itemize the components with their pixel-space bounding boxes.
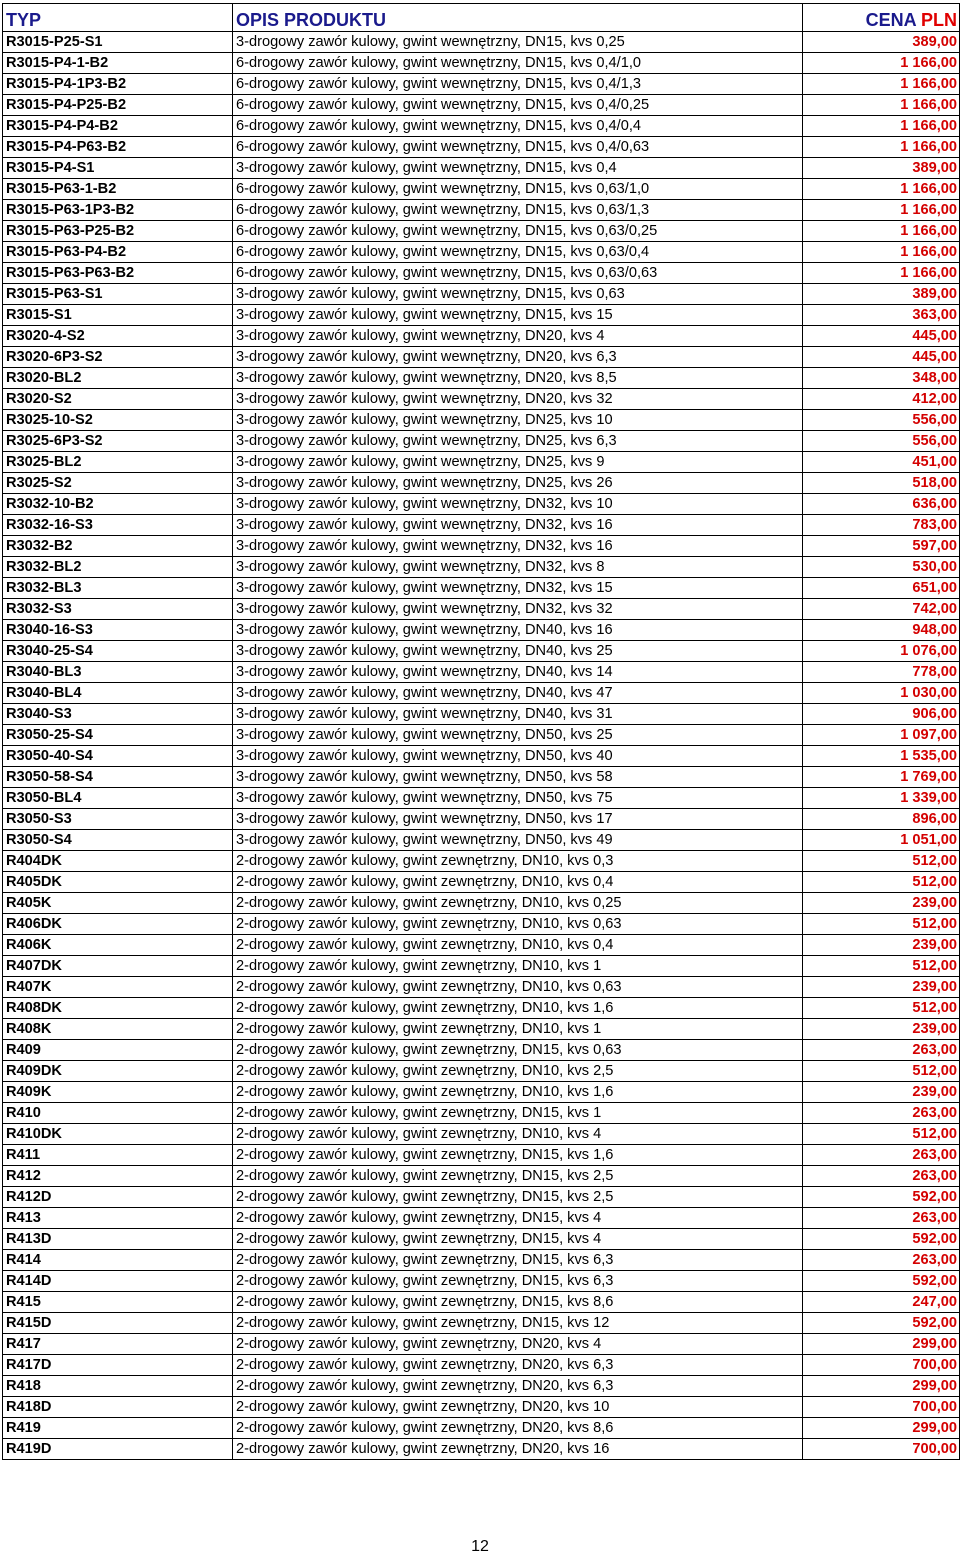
description-cell: 3-drogowy zawór kulowy, gwint wewnętrzny, DN15, kvs 0,63 [233, 284, 803, 305]
product-code-cell: R3032-16-S3 [3, 515, 233, 536]
table-row [3, 1082, 960, 1103]
description-cell: 3-drogowy zawór kulowy, gwint wewnętrzny, DN15, kvs 15 [233, 305, 803, 326]
price-cell: 742,00 [803, 599, 960, 620]
table-row [3, 1376, 960, 1397]
product-code-cell: R414 [3, 1250, 233, 1271]
description-cell: 3-drogowy zawór kulowy, gwint wewnętrzny, DN32, kvs 15 [233, 578, 803, 599]
table-row [3, 704, 960, 725]
product-code-cell: R3050-BL4 [3, 788, 233, 809]
description-cell: 2-drogowy zawór kulowy, gwint zewnętrzny, DN15, kvs 1,6 [233, 1145, 803, 1166]
product-code-cell: R3020-S2 [3, 389, 233, 410]
description-cell: 6-drogowy zawór kulowy, gwint wewnętrzny, DN15, kvs 0,63/0,63 [233, 263, 803, 284]
table-row [3, 305, 960, 326]
price-cell: 1 535,00 [803, 746, 960, 767]
price-table [2, 3, 960, 1460]
product-code-cell: R3040-BL4 [3, 683, 233, 704]
product-code-cell: R3015-P4-1P3-B2 [3, 74, 233, 95]
table-row [3, 1313, 960, 1334]
product-code-cell: R404DK [3, 851, 233, 872]
product-code-cell: R3050-S4 [3, 830, 233, 851]
price-cell: 247,00 [803, 1292, 960, 1313]
price-cell: 1 030,00 [803, 683, 960, 704]
product-code-cell: R405DK [3, 872, 233, 893]
price-cell: 592,00 [803, 1187, 960, 1208]
description-cell: 6-drogowy zawór kulowy, gwint wewnętrzny, DN15, kvs 0,4/0,4 [233, 116, 803, 137]
price-cell: 445,00 [803, 326, 960, 347]
price-cell: 556,00 [803, 410, 960, 431]
price-cell: 512,00 [803, 872, 960, 893]
description-cell: 2-drogowy zawór kulowy, gwint zewnętrzny, DN10, kvs 0,63 [233, 914, 803, 935]
product-code-cell: R3050-40-S4 [3, 746, 233, 767]
product-code-cell: R408DK [3, 998, 233, 1019]
table-row [3, 389, 960, 410]
table-row [3, 1103, 960, 1124]
description-cell: 3-drogowy zawór kulowy, gwint wewnętrzny, DN50, kvs 75 [233, 788, 803, 809]
table-row [3, 137, 960, 158]
price-cell: 778,00 [803, 662, 960, 683]
price-cell: 948,00 [803, 620, 960, 641]
description-cell: 2-drogowy zawór kulowy, gwint zewnętrzny, DN15, kvs 6,3 [233, 1250, 803, 1271]
table-row [3, 872, 960, 893]
table-row [3, 641, 960, 662]
price-cell: 1 166,00 [803, 95, 960, 116]
table-row [3, 410, 960, 431]
table-row [3, 1019, 960, 1040]
price-cell: 363,00 [803, 305, 960, 326]
description-cell: 6-drogowy zawór kulowy, gwint wewnętrzny, DN15, kvs 0,4/1,0 [233, 53, 803, 74]
table-row [3, 578, 960, 599]
description-cell: 2-drogowy zawór kulowy, gwint zewnętrzny, DN15, kvs 4 [233, 1229, 803, 1250]
product-code-cell: R419D [3, 1439, 233, 1460]
price-cell: 263,00 [803, 1208, 960, 1229]
product-code-cell: R3032-10-B2 [3, 494, 233, 515]
description-cell: 2-drogowy zawór kulowy, gwint zewnętrzny, DN10, kvs 0,4 [233, 872, 803, 893]
price-cell: 518,00 [803, 473, 960, 494]
description-cell: 6-drogowy zawór kulowy, gwint wewnętrzny, DN15, kvs 0,4/0,63 [233, 137, 803, 158]
price-cell: 1 166,00 [803, 74, 960, 95]
table-row [3, 956, 960, 977]
description-cell: 2-drogowy zawór kulowy, gwint zewnętrzny, DN10, kvs 0,4 [233, 935, 803, 956]
product-code-cell: R409 [3, 1040, 233, 1061]
product-code-cell: R3040-16-S3 [3, 620, 233, 641]
product-code-cell: R3040-BL3 [3, 662, 233, 683]
header-cena [803, 4, 960, 32]
product-code-cell: R3025-10-S2 [3, 410, 233, 431]
table-row [3, 347, 960, 368]
table-row [3, 998, 960, 1019]
price-cell: 1 166,00 [803, 200, 960, 221]
description-cell: 6-drogowy zawór kulowy, gwint wewnętrzny, DN15, kvs 0,63/1,0 [233, 179, 803, 200]
table-row [3, 1061, 960, 1082]
price-cell: 592,00 [803, 1271, 960, 1292]
price-cell: 299,00 [803, 1418, 960, 1439]
description-cell: 2-drogowy zawór kulowy, gwint zewnętrzny, DN20, kvs 8,6 [233, 1418, 803, 1439]
price-cell: 592,00 [803, 1229, 960, 1250]
price-cell: 700,00 [803, 1397, 960, 1418]
price-cell: 1 166,00 [803, 53, 960, 74]
table-row [3, 1166, 960, 1187]
product-code-cell: R417 [3, 1334, 233, 1355]
table-row [3, 536, 960, 557]
product-code-cell: R408K [3, 1019, 233, 1040]
product-code-cell: R409DK [3, 1061, 233, 1082]
table-row [3, 116, 960, 137]
description-cell: 3-drogowy zawór kulowy, gwint wewnętrzny, DN20, kvs 6,3 [233, 347, 803, 368]
table-row [3, 683, 960, 704]
description-cell: 2-drogowy zawór kulowy, gwint zewnętrzny, DN15, kvs 2,5 [233, 1187, 803, 1208]
product-code-cell: R418D [3, 1397, 233, 1418]
price-cell: 512,00 [803, 1124, 960, 1145]
table-row [3, 221, 960, 242]
price-cell: 512,00 [803, 851, 960, 872]
page-number: 12 [471, 1538, 489, 1555]
description-cell: 2-drogowy zawór kulowy, gwint zewnętrzny, DN15, kvs 4 [233, 1208, 803, 1229]
description-cell: 6-drogowy zawór kulowy, gwint wewnętrzny, DN15, kvs 0,63/0,4 [233, 242, 803, 263]
product-code-cell: R412D [3, 1187, 233, 1208]
table-row [3, 1439, 960, 1460]
description-cell: 2-drogowy zawór kulowy, gwint zewnętrzny, DN20, kvs 6,3 [233, 1355, 803, 1376]
product-code-cell: R415D [3, 1313, 233, 1334]
price-cell: 1 166,00 [803, 137, 960, 158]
price-cell: 1 097,00 [803, 725, 960, 746]
price-cell: 556,00 [803, 431, 960, 452]
header-currency: PLN [921, 10, 957, 30]
description-cell: 3-drogowy zawór kulowy, gwint wewnętrzny, DN15, kvs 0,25 [233, 32, 803, 53]
table-row [3, 158, 960, 179]
product-code-cell: R3015-P63-P63-B2 [3, 263, 233, 284]
description-cell: 3-drogowy zawór kulowy, gwint wewnętrzny, DN32, kvs 10 [233, 494, 803, 515]
product-code-cell: R410DK [3, 1124, 233, 1145]
price-cell: 783,00 [803, 515, 960, 536]
description-cell: 3-drogowy zawór kulowy, gwint wewnętrzny, DN50, kvs 25 [233, 725, 803, 746]
product-code-cell: R3020-6P3-S2 [3, 347, 233, 368]
table-row [3, 1145, 960, 1166]
table-row [3, 473, 960, 494]
price-cell: 263,00 [803, 1166, 960, 1187]
description-cell: 2-drogowy zawór kulowy, gwint zewnętrzny, DN15, kvs 1 [233, 1103, 803, 1124]
price-cell: 389,00 [803, 284, 960, 305]
description-cell: 2-drogowy zawór kulowy, gwint zewnętrzny, DN10, kvs 2,5 [233, 1061, 803, 1082]
product-code-cell: R407DK [3, 956, 233, 977]
description-cell: 2-drogowy zawór kulowy, gwint zewnętrzny, DN10, kvs 1 [233, 956, 803, 977]
product-code-cell: R3015-P4-P4-B2 [3, 116, 233, 137]
price-cell: 1 769,00 [803, 767, 960, 788]
table-row [3, 368, 960, 389]
description-cell: 3-drogowy zawór kulowy, gwint wewnętrzny, DN50, kvs 58 [233, 767, 803, 788]
table-row [3, 1250, 960, 1271]
product-code-cell: R409K [3, 1082, 233, 1103]
product-code-cell: R3015-S1 [3, 305, 233, 326]
product-code-cell: R3025-6P3-S2 [3, 431, 233, 452]
description-cell: 3-drogowy zawór kulowy, gwint wewnętrzny, DN50, kvs 40 [233, 746, 803, 767]
product-code-cell: R410 [3, 1103, 233, 1124]
table-row [3, 1229, 960, 1250]
description-cell: 2-drogowy zawór kulowy, gwint zewnętrzny, DN20, kvs 6,3 [233, 1376, 803, 1397]
description-cell: 3-drogowy zawór kulowy, gwint wewnętrzny, DN25, kvs 10 [233, 410, 803, 431]
table-row [3, 452, 960, 473]
table-row [3, 557, 960, 578]
price-cell: 700,00 [803, 1439, 960, 1460]
price-cell: 445,00 [803, 347, 960, 368]
product-code-cell: R417D [3, 1355, 233, 1376]
table-row [3, 74, 960, 95]
table-row [3, 1124, 960, 1145]
product-code-cell: R3040-S3 [3, 704, 233, 725]
product-code-cell: R3032-B2 [3, 536, 233, 557]
price-cell: 239,00 [803, 1082, 960, 1103]
description-cell: 2-drogowy zawór kulowy, gwint zewnętrzny, DN20, kvs 16 [233, 1439, 803, 1460]
table-row [3, 1271, 960, 1292]
product-code-cell: R413D [3, 1229, 233, 1250]
description-cell: 2-drogowy zawór kulowy, gwint zewnętrzny, DN10, kvs 0,63 [233, 977, 803, 998]
description-cell: 3-drogowy zawór kulowy, gwint wewnętrzny, DN32, kvs 16 [233, 536, 803, 557]
price-cell: 592,00 [803, 1313, 960, 1334]
product-code-cell: R3015-P63-P25-B2 [3, 221, 233, 242]
price-cell: 239,00 [803, 977, 960, 998]
product-code-cell: R3032-S3 [3, 599, 233, 620]
table-row [3, 1334, 960, 1355]
product-code-cell: R418 [3, 1376, 233, 1397]
price-cell: 263,00 [803, 1250, 960, 1271]
price-cell: 1 076,00 [803, 641, 960, 662]
description-cell: 2-drogowy zawór kulowy, gwint zewnętrzny, DN10, kvs 1,6 [233, 1082, 803, 1103]
price-cell: 239,00 [803, 1019, 960, 1040]
price-cell: 651,00 [803, 578, 960, 599]
price-cell: 636,00 [803, 494, 960, 515]
product-code-cell: R3015-P4-1-B2 [3, 53, 233, 74]
header-cena-label: CENA [865, 10, 916, 30]
table-row [3, 263, 960, 284]
price-cell: 1 166,00 [803, 263, 960, 284]
table-row [3, 1187, 960, 1208]
table-row [3, 200, 960, 221]
product-code-cell: R3032-BL2 [3, 557, 233, 578]
table-row [3, 1397, 960, 1418]
product-code-cell: R3015-P4-P63-B2 [3, 137, 233, 158]
table-row [3, 32, 960, 53]
table-row [3, 599, 960, 620]
table-row [3, 725, 960, 746]
description-cell: 3-drogowy zawór kulowy, gwint wewnętrzny, DN40, kvs 25 [233, 641, 803, 662]
price-cell: 239,00 [803, 935, 960, 956]
description-cell: 3-drogowy zawór kulowy, gwint wewnętrzny, DN40, kvs 14 [233, 662, 803, 683]
description-cell: 2-drogowy zawór kulowy, gwint zewnętrzny, DN15, kvs 2,5 [233, 1166, 803, 1187]
product-code-cell: R419 [3, 1418, 233, 1439]
table-row [3, 1292, 960, 1313]
price-cell: 530,00 [803, 557, 960, 578]
description-cell: 2-drogowy zawór kulowy, gwint zewnętrzny, DN10, kvs 0,3 [233, 851, 803, 872]
price-cell: 512,00 [803, 998, 960, 1019]
price-cell: 348,00 [803, 368, 960, 389]
product-code-cell: R3040-25-S4 [3, 641, 233, 662]
description-cell: 2-drogowy zawór kulowy, gwint zewnętrzny, DN15, kvs 6,3 [233, 1271, 803, 1292]
product-code-cell: R3015-P25-S1 [3, 32, 233, 53]
description-cell: 3-drogowy zawór kulowy, gwint wewnętrzny, DN20, kvs 8,5 [233, 368, 803, 389]
table-row [3, 830, 960, 851]
table-header [3, 4, 960, 32]
description-cell: 2-drogowy zawór kulowy, gwint zewnętrzny, DN20, kvs 4 [233, 1334, 803, 1355]
price-cell: 263,00 [803, 1103, 960, 1124]
price-cell: 1 339,00 [803, 788, 960, 809]
table-row [3, 1355, 960, 1376]
table-row [3, 935, 960, 956]
description-cell: 2-drogowy zawór kulowy, gwint zewnętrzny, DN10, kvs 1 [233, 1019, 803, 1040]
price-cell: 896,00 [803, 809, 960, 830]
table-row [3, 851, 960, 872]
price-cell: 299,00 [803, 1376, 960, 1397]
price-cell: 389,00 [803, 158, 960, 179]
table-row [3, 326, 960, 347]
price-cell: 1 166,00 [803, 221, 960, 242]
table-row [3, 494, 960, 515]
description-cell: 6-drogowy zawór kulowy, gwint wewnętrzny, DN15, kvs 0,4/1,3 [233, 74, 803, 95]
description-cell: 3-drogowy zawór kulowy, gwint wewnętrzny, DN32, kvs 8 [233, 557, 803, 578]
table-row [3, 662, 960, 683]
product-code-cell: R3032-BL3 [3, 578, 233, 599]
product-code-cell: R3050-25-S4 [3, 725, 233, 746]
table-body [3, 32, 960, 1460]
product-code-cell: R3025-BL2 [3, 452, 233, 473]
table-row [3, 1208, 960, 1229]
description-cell: 3-drogowy zawór kulowy, gwint wewnętrzny, DN32, kvs 32 [233, 599, 803, 620]
description-cell: 6-drogowy zawór kulowy, gwint wewnętrzny, DN15, kvs 0,63/1,3 [233, 200, 803, 221]
price-cell: 451,00 [803, 452, 960, 473]
description-cell: 3-drogowy zawór kulowy, gwint wewnętrzny, DN25, kvs 6,3 [233, 431, 803, 452]
product-code-cell: R3015-P63-P4-B2 [3, 242, 233, 263]
product-code-cell: R415 [3, 1292, 233, 1313]
product-code-cell: R3050-58-S4 [3, 767, 233, 788]
table-row [3, 179, 960, 200]
description-cell: 3-drogowy zawór kulowy, gwint wewnętrzny, DN15, kvs 0,4 [233, 158, 803, 179]
table-row [3, 95, 960, 116]
product-code-cell: R411 [3, 1145, 233, 1166]
product-code-cell: R3020-BL2 [3, 368, 233, 389]
table-row [3, 53, 960, 74]
table-row [3, 515, 960, 536]
product-code-cell: R407K [3, 977, 233, 998]
table-row [3, 809, 960, 830]
product-code-cell: R3050-S3 [3, 809, 233, 830]
description-cell: 3-drogowy zawór kulowy, gwint wewnętrzny, DN25, kvs 9 [233, 452, 803, 473]
price-cell: 1 166,00 [803, 179, 960, 200]
description-cell: 2-drogowy zawór kulowy, gwint zewnętrzny, DN10, kvs 1,6 [233, 998, 803, 1019]
price-cell: 700,00 [803, 1355, 960, 1376]
price-cell: 1 051,00 [803, 830, 960, 851]
price-cell: 412,00 [803, 389, 960, 410]
price-cell: 597,00 [803, 536, 960, 557]
price-cell: 389,00 [803, 32, 960, 53]
product-code-cell: R3020-4-S2 [3, 326, 233, 347]
header-row [3, 4, 960, 32]
price-cell: 263,00 [803, 1040, 960, 1061]
table-row [3, 620, 960, 641]
table-row [3, 767, 960, 788]
product-code-cell: R406DK [3, 914, 233, 935]
table-row [3, 977, 960, 998]
description-cell: 6-drogowy zawór kulowy, gwint wewnętrzny, DN15, kvs 0,4/0,25 [233, 95, 803, 116]
description-cell: 3-drogowy zawór kulowy, gwint wewnętrzny, DN40, kvs 47 [233, 683, 803, 704]
product-code-cell: R413 [3, 1208, 233, 1229]
product-code-cell: R3015-P4-P25-B2 [3, 95, 233, 116]
table-row [3, 1040, 960, 1061]
product-code-cell: R414D [3, 1271, 233, 1292]
table-row [3, 431, 960, 452]
table-row [3, 242, 960, 263]
description-cell: 3-drogowy zawór kulowy, gwint wewnętrzny, DN40, kvs 16 [233, 620, 803, 641]
price-cell: 1 166,00 [803, 116, 960, 137]
description-cell: 6-drogowy zawór kulowy, gwint wewnętrzny, DN15, kvs 0,63/0,25 [233, 221, 803, 242]
product-code-cell: R412 [3, 1166, 233, 1187]
price-cell: 239,00 [803, 893, 960, 914]
description-cell: 3-drogowy zawór kulowy, gwint wewnętrzny, DN40, kvs 31 [233, 704, 803, 725]
description-cell: 3-drogowy zawór kulowy, gwint wewnętrzny, DN50, kvs 17 [233, 809, 803, 830]
table-row [3, 284, 960, 305]
table-row [3, 788, 960, 809]
price-cell: 1 166,00 [803, 242, 960, 263]
description-cell: 3-drogowy zawór kulowy, gwint wewnętrzny, DN25, kvs 26 [233, 473, 803, 494]
table-row [3, 893, 960, 914]
product-code-cell: R3015-P4-S1 [3, 158, 233, 179]
description-cell: 2-drogowy zawór kulowy, gwint zewnętrzny, DN20, kvs 10 [233, 1397, 803, 1418]
description-cell: 3-drogowy zawór kulowy, gwint wewnętrzny, DN20, kvs 32 [233, 389, 803, 410]
header-opis: OPIS PRODUKTU [233, 4, 803, 32]
header-typ: TYP [3, 4, 233, 32]
table-row [3, 746, 960, 767]
description-cell: 2-drogowy zawór kulowy, gwint zewnętrzny, DN15, kvs 0,63 [233, 1040, 803, 1061]
description-cell: 3-drogowy zawór kulowy, gwint wewnętrzny, DN20, kvs 4 [233, 326, 803, 347]
price-cell: 263,00 [803, 1145, 960, 1166]
description-cell: 2-drogowy zawór kulowy, gwint zewnętrzny, DN10, kvs 4 [233, 1124, 803, 1145]
description-cell: 2-drogowy zawór kulowy, gwint zewnętrzny, DN10, kvs 0,25 [233, 893, 803, 914]
product-code-cell: R405K [3, 893, 233, 914]
table-row [3, 914, 960, 935]
price-cell: 512,00 [803, 956, 960, 977]
table-row [3, 1418, 960, 1439]
product-code-cell: R3025-S2 [3, 473, 233, 494]
product-code-cell: R3015-P63-1-B2 [3, 179, 233, 200]
price-cell: 906,00 [803, 704, 960, 725]
product-code-cell: R3015-P63-1P3-B2 [3, 200, 233, 221]
description-cell: 2-drogowy zawór kulowy, gwint zewnętrzny, DN15, kvs 8,6 [233, 1292, 803, 1313]
description-cell: 3-drogowy zawór kulowy, gwint wewnętrzny, DN50, kvs 49 [233, 830, 803, 851]
description-cell: 2-drogowy zawór kulowy, gwint zewnętrzny, DN15, kvs 12 [233, 1313, 803, 1334]
product-code-cell: R406K [3, 935, 233, 956]
product-code-cell: R3015-P63-S1 [3, 284, 233, 305]
description-cell: 3-drogowy zawór kulowy, gwint wewnętrzny, DN32, kvs 16 [233, 515, 803, 536]
price-cell: 512,00 [803, 1061, 960, 1082]
price-cell: 299,00 [803, 1334, 960, 1355]
price-cell: 512,00 [803, 914, 960, 935]
